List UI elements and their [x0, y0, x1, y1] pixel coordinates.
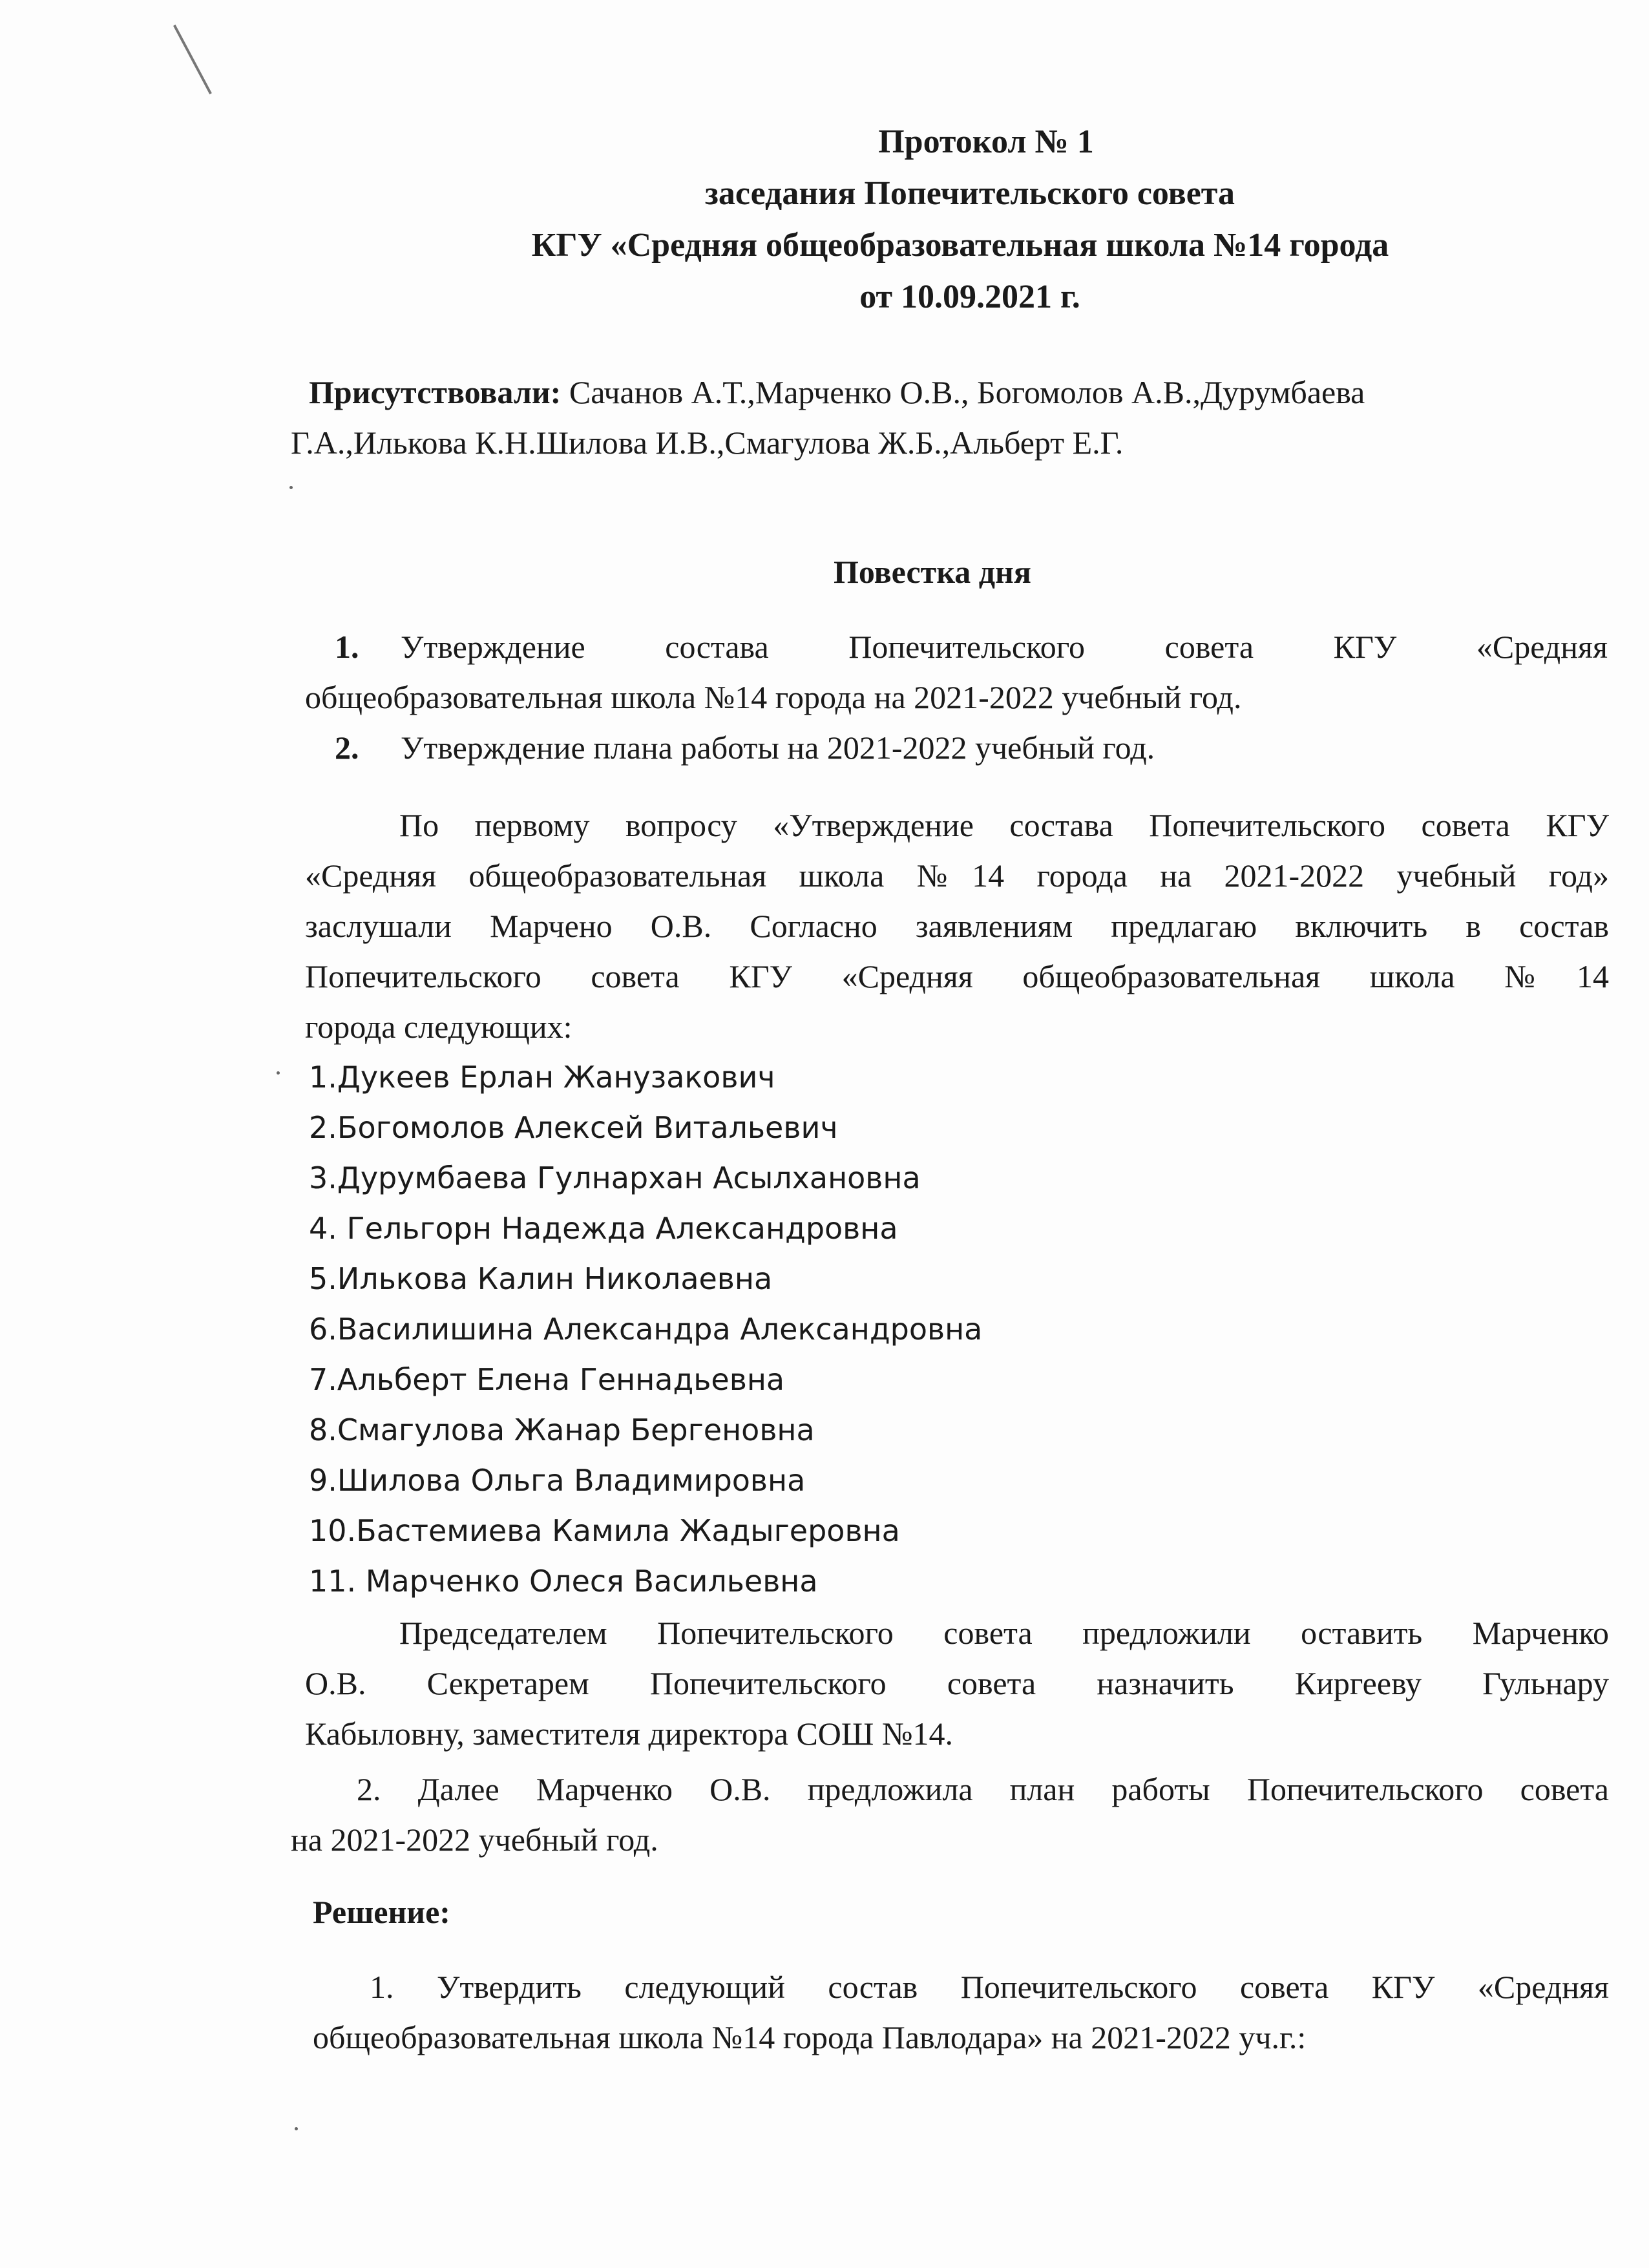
agenda-item-1-line-1: Утверждение состава Попечительского совета КГУ «Средняя [401, 629, 1608, 665]
agenda-item-1-line-2: общеобразовательная школа №14 города на 2021-2022 учебный год. [305, 679, 1242, 715]
question-2-line-2: на 2021-2022 учебный год. [291, 1822, 658, 1858]
scan-artifact-dot [295, 2127, 298, 2130]
question-2-line-1: 2. Далее Марченко О.В. предложила план работы Попечительского совета [357, 1771, 1609, 1807]
question-1-line-1: По первому вопросу «Утверждение состава Попечительского совета КГУ [399, 807, 1609, 843]
document-date: от 10.09.2021 г. [859, 278, 1080, 315]
question-1-line-2: «Средняя общеобразовательная школа №14 города на 2021-2022 учебный год» [305, 857, 1609, 894]
decision-line-1: 1. Утвердить следующий состав Попечительского совета КГУ «Средняя [370, 1969, 1609, 2005]
attendance-label: Присутствовали: [309, 374, 562, 410]
member-list-item: 2.Богомолов Алексей Витальевич [309, 1110, 838, 1145]
member-list-item: 8.Смагулова Жанар Бергеновна [309, 1412, 815, 1447]
agenda-title: Повестка дня [834, 554, 1031, 590]
question-1-line-5: города следующих: [305, 1009, 572, 1045]
agenda-item-2-text: Утверждение плана работы на 2021-2022 учебный год. [401, 730, 1155, 766]
member-list-item: 1.Дукеев Ерлан Жанузакович [309, 1060, 775, 1095]
agenda-item-2-number: 2. [335, 730, 359, 766]
question-1-line-3: заслушали Марчено О.В. Согласно заявлениям предлагаю включить в состав [305, 908, 1609, 944]
agenda-item-1-number: 1. [335, 629, 359, 665]
member-list-item: 3.Дурумбаева Гулнархан Асылхановна [309, 1160, 921, 1195]
scan-artifact-dot [277, 1071, 280, 1075]
question-1-line-4: Попечительского совета КГУ «Средняя общеобразовательная школа №14 [305, 958, 1609, 994]
member-list-item: 11. Марченко Олеся Васильевна [309, 1564, 818, 1599]
scan-artifact-dot [289, 486, 293, 489]
attendance-line-1 [309, 367, 1365, 417]
chair-line-1: Председателем Попечительского совета предложили оставить Марченко [399, 1615, 1609, 1651]
member-list-item: 6.Василишина Александра Александровна [309, 1312, 983, 1347]
document-title [0, 116, 1649, 323]
chair-line-3: Кабыловну, заместителя директора СОШ №14. [305, 1716, 954, 1752]
member-list-item: 5.Илькова Калин Николаевна [309, 1261, 773, 1296]
chair-line-2: О.В. Секретарем Попечительского совета назначить Киргееву Гульнару [305, 1665, 1609, 1701]
organization-name: КГУ «Средняя общеобразовательная школа №14 города [531, 227, 1389, 264]
scan-artifact-line [173, 25, 212, 94]
member-list-item: 10.Бастемиева Камила Жадыгеровна [309, 1513, 900, 1548]
member-list-item: 9.Шилова Ольга Владимировна [309, 1463, 806, 1498]
decision-line-2: общеобразовательная школа №14 города Павлодара» на 2021-2022 уч.г.: [313, 2019, 1307, 2055]
meeting-title: заседания Попечительского совета [705, 175, 1235, 212]
attendance-names-2: Г.А.,Илькова К.Н.Шилова И.В.,Смагулова Ж.Б.,Альберт Е.Г. [291, 425, 1124, 461]
member-list-item: 4. Гельгорн Надежда Александровна [309, 1211, 898, 1246]
attendance-names-1: Сачанов А.Т.,Марченко О.В., Богомолов А.В.,Дурумбаева [569, 374, 1365, 410]
decision-label: Решение: [313, 1894, 450, 1930]
protocol-number: Протокол № 1 [878, 123, 1094, 160]
member-list-item: 7.Альберт Елена Геннадьевна [309, 1362, 785, 1397]
